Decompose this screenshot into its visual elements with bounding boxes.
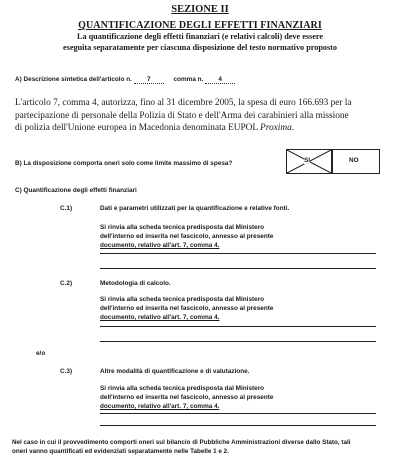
item-c2-heading: Metodologia di calcolo. bbox=[100, 280, 171, 287]
item-c3-heading: Altre modalità di quantificazione e di valutazione. bbox=[100, 368, 250, 375]
comma-number-field: 4 bbox=[205, 76, 235, 84]
article-description bbox=[15, 97, 397, 135]
description-line-3 bbox=[15, 122, 397, 135]
item-c1-text-line-1: Si rinvia alla scheda tecnica predisposta dal Ministero bbox=[100, 224, 265, 231]
item-c1-text-line-3: documento, relativo all'art. 7, comma 4. bbox=[100, 242, 220, 249]
item-c2-text bbox=[100, 295, 273, 322]
item-c1-heading: Dati e parametri utilizzati per la quantificazione e relative fonti. bbox=[100, 205, 290, 212]
description-line-3-text: di polizia dell'Unione europea in Macedonia denominata EUPOL bbox=[15, 123, 261, 133]
item-c3-number: C.3) bbox=[60, 368, 73, 375]
item-c2-text-line-1: Si rinvia alla scheda tecnica predisposta dal Ministero bbox=[100, 296, 265, 303]
item-c3-text bbox=[100, 384, 273, 411]
description-line-2: partecipazione di personale della Polizia di Stato e dell'Arma dei carabinieri alla missione bbox=[15, 110, 349, 121]
section-heading: SEZIONE II bbox=[171, 4, 229, 15]
item-c1-number: C.1) bbox=[60, 205, 73, 212]
item-c3-text-line-2: dell'interno ed inserita nel fascicolo, annesso al presente bbox=[100, 394, 274, 401]
title-subtitle-line-2: eseguita separatamente per ciascuna disposizione del testo normativo proposto bbox=[63, 43, 337, 52]
item-c3-rule-2 bbox=[100, 425, 376, 426]
item-c2-number: C.2) bbox=[60, 280, 73, 287]
section-c-title: C) Quantificazione degli effetti finanziari bbox=[15, 187, 137, 194]
item-c3-text-line-1: Si rinvia alla scheda tecnica predisposta dal Ministero bbox=[100, 385, 265, 392]
article-number-field: 7 bbox=[134, 76, 164, 84]
option-no-box[interactable] bbox=[332, 149, 380, 174]
or-connector: e/o bbox=[36, 350, 46, 357]
item-c1-rule-2 bbox=[100, 268, 376, 269]
item-c3-rule-1 bbox=[100, 413, 376, 414]
option-si-box[interactable] bbox=[286, 149, 332, 174]
page-title: QUANTIFICAZIONE DEGLI EFFETTI FINANZIARI bbox=[78, 20, 322, 31]
item-c2-text-line-3: documento, relativo all'art. 7, comma 4. bbox=[100, 314, 220, 321]
description-line-3-end: . bbox=[291, 123, 295, 133]
item-c3-text-line-3: documento, relativo all'art. 7, comma 4. bbox=[100, 403, 220, 410]
option-no-label: NO bbox=[349, 157, 359, 164]
title-subtitle-line-1: La quantificazione degli effetti finanziari (e relativi calcoli) deve essere bbox=[77, 32, 323, 41]
mission-name: Proxima bbox=[260, 123, 292, 133]
item-c2-rule-2 bbox=[100, 341, 376, 342]
comma-label: comma n. bbox=[173, 76, 204, 83]
footer-note-line-2: oneri vanno quantificati ed evidenziati separatamente nelle Tabelle 1 e 2. bbox=[12, 448, 229, 455]
section-a-prefix: A) Descrizione sintetica dell'articolo n. bbox=[15, 76, 132, 83]
option-si-label: SI bbox=[304, 157, 311, 164]
section-a-label bbox=[15, 76, 235, 84]
footer-note bbox=[12, 438, 398, 456]
item-c1-rule-1 bbox=[100, 253, 376, 254]
item-c1-text-line-2: dell'interno ed inserita nel fascicolo, annesso al presente bbox=[100, 233, 274, 240]
item-c1-text bbox=[100, 223, 273, 250]
section-b-question: B) La disposizione comporta oneri solo come limite massimo di spesa? bbox=[15, 160, 233, 167]
description-line-1: L'articolo 7, comma 4, autorizza, fino al 31 dicembre 2005, la spesa di euro 166.693 per la bbox=[15, 98, 352, 108]
footer-note-line-1: Nel caso in cui il provvedimento comporti oneri sul bilancio di Pubbliche Amministrazioni diverse dallo Stato, tali bbox=[12, 439, 351, 446]
item-c2-rule-1 bbox=[100, 326, 376, 327]
item-c2-text-line-2: dell'interno ed inserita nel fascicolo, annesso al presente bbox=[100, 305, 274, 312]
